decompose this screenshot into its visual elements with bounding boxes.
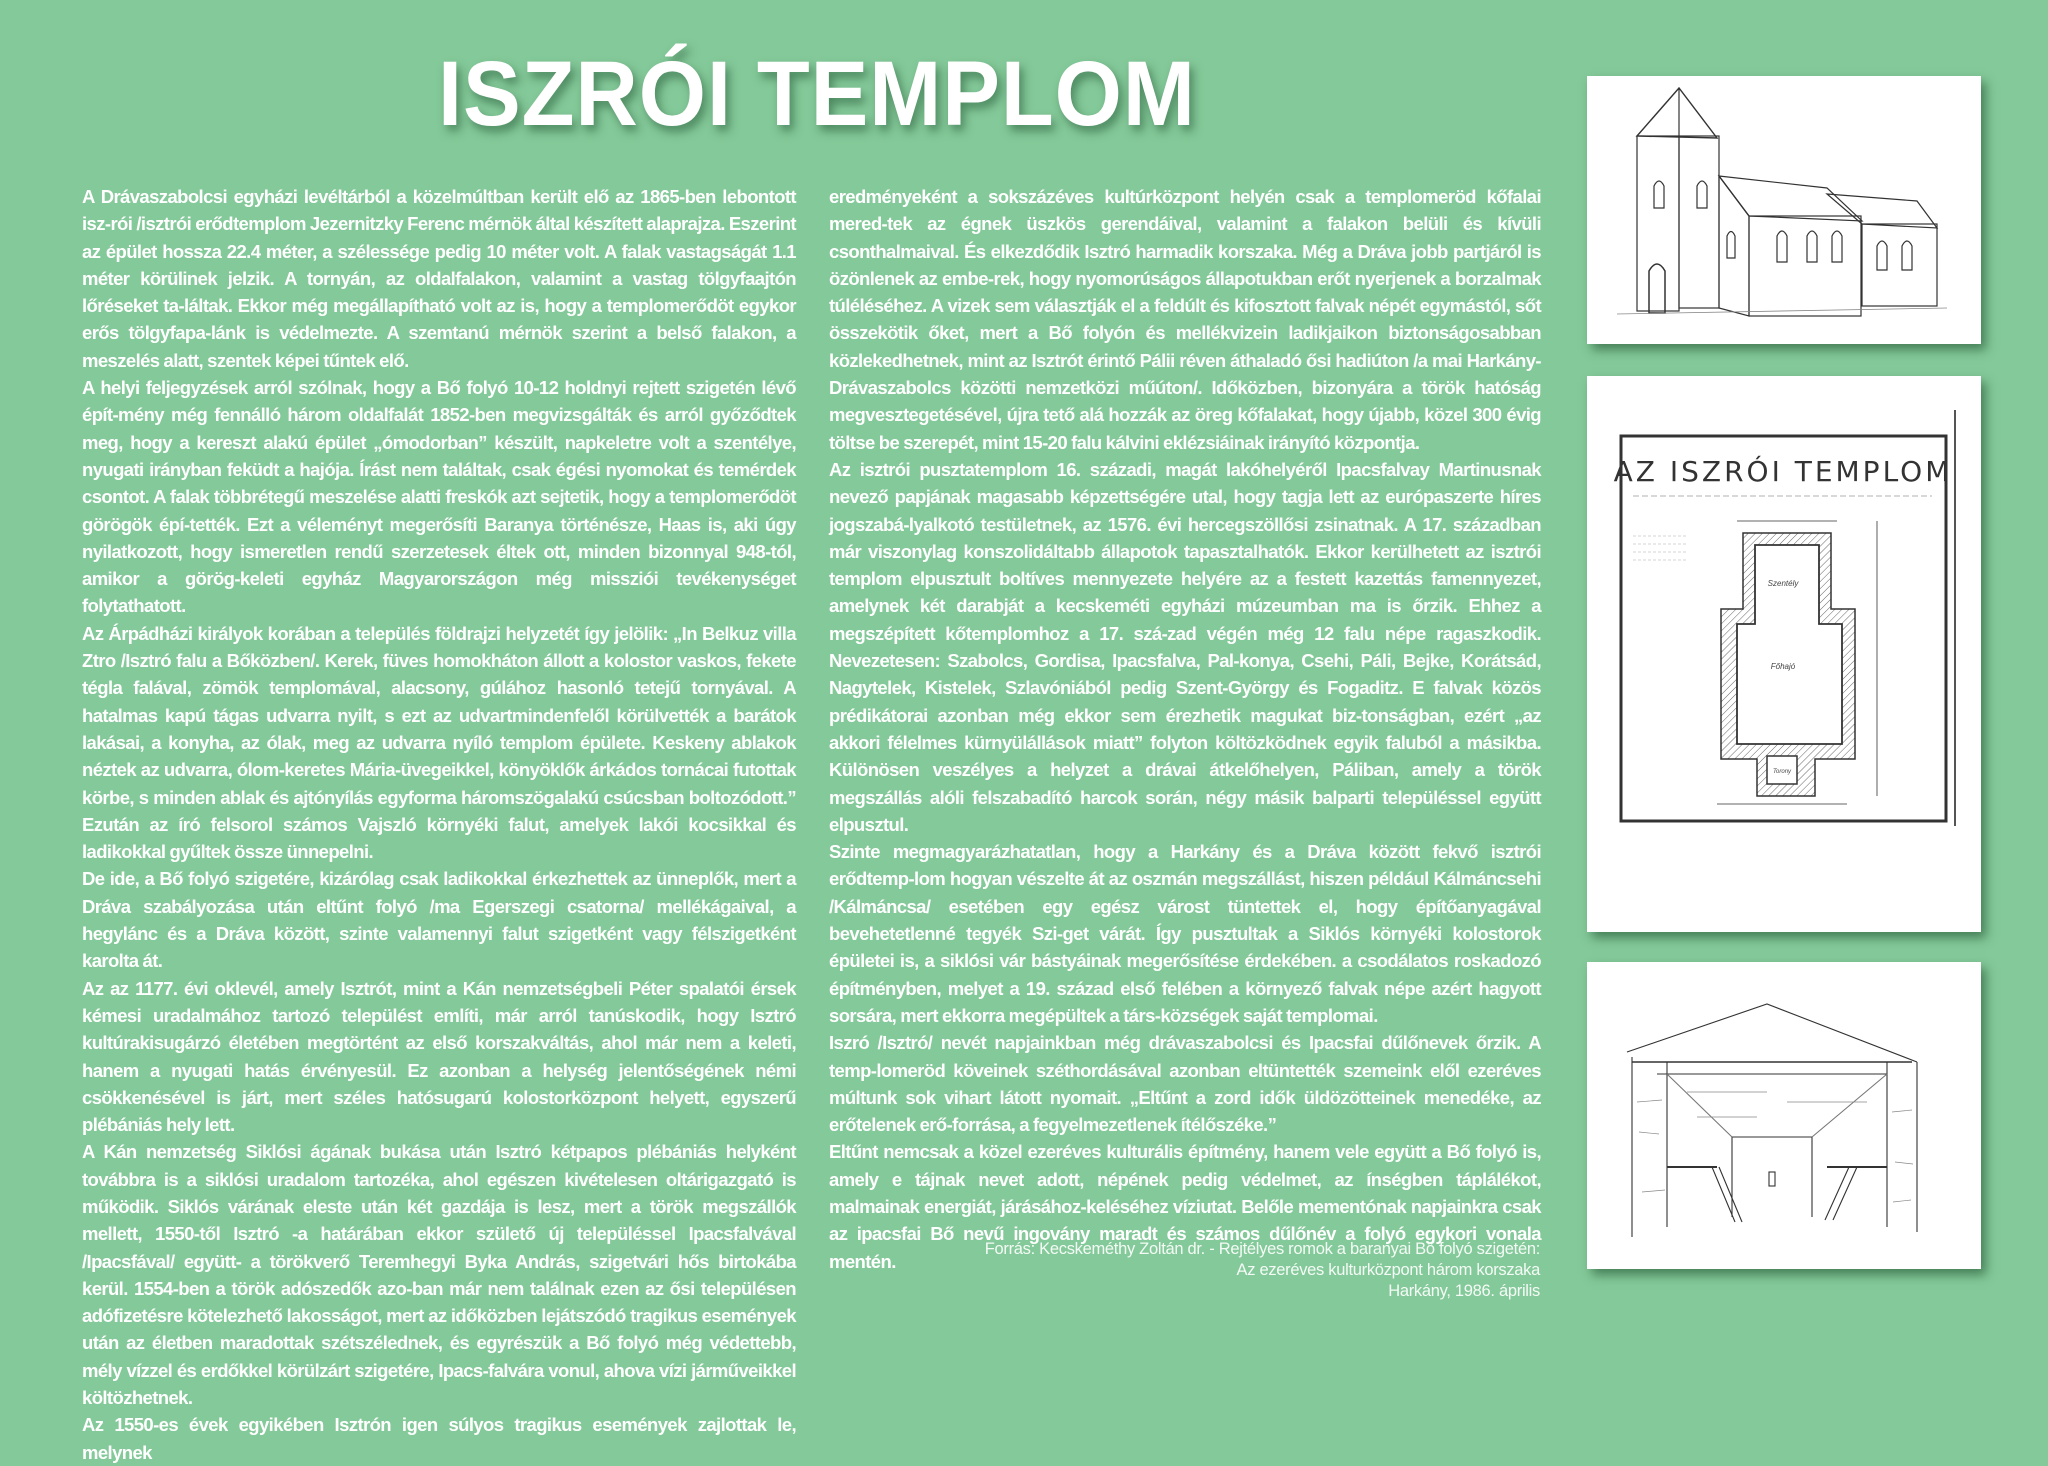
tower-label: Torony bbox=[1772, 769, 1792, 775]
paragraph: Az az 1177. évi oklevél, amely Isztrót, mint a Kán nemzetségbeli Péter spalatói érsek kémesi uradalmához tartozó települést említi, már arról tanúskodik, hogy Isztró kultúrakisugárzó életében megtörtént az első korszakváltás, ahol már nem a keleti, hanem a nyugati hatás érvényesül. Ez azonban a helység jelentőségének némi csökkenésével is járt, mert széles hatósugarú kolostorközpont helyett, egyszerű plébániás hely lett. bbox=[82, 977, 796, 1136]
text-column-right bbox=[829, 183, 1541, 1275]
paragraph: A Kán nemzetség Siklósi ágának bukása után Isztró kétpapos plébániás helyként továbbra is a siklósi uradalom tartozéka, ahol egészen kivételesen oltárigazgató is működik. Siklós várának eleste után két gazdája is lesz, mert a török megszállók mellett, 1550-től Isztró -a határában ekkor születő új településsel Ipacsfalvával /Ipacsfával/ együtt- a törökverő Teremhegyi Byka András, szigetvári hős birtokába kerül. 1554-ben a török adószedők azo-ban már nem találnak ezen az ősi településen adófizetésre kötelezhető lakosságot, mert az időközben lejátszódó tragikus események után az életben maradottak szétszélednek, és egyrészük a Bő folyó még védettebb, mély vízzel és erdőkkel körülzárt szigetére, Ipacs-falvára vonul, ahova vízi járműveikkel költözhetnek. bbox=[82, 1141, 796, 1409]
source-line: Forrás: Kecskeméthy Zoltán dr. - Rejtélyes romok a baranyai Bő folyó szigetén: bbox=[984, 1240, 1540, 1258]
interior-sketch-image bbox=[1587, 962, 1981, 1269]
page-title: ISZRÓI TEMPLOM bbox=[438, 43, 1196, 145]
floor-plan-title: AZ ISZRÓI TEMPLOM bbox=[1613, 455, 1953, 488]
paragraph: eredményeként a sokszázéves kultúrközpont helyén csak a templomeröd kőfalai mered-tek az égnek üszkös gerendáival, valamint a falakon belüli és kívüli csonthalmaival. És elkezdődik Isztró harmadik korszaka. Még a Dráva jobb partjáról is özönlenek az embe-rek, hogy nyomorúságos állapotukban erőt nyerjenek a borzalmak túléléséhez. A vizek sem választják el a feldúlt és kifosztott falvak népét egymástól, sőt összekötik őket, mert a Bő folyón és mellékvizein ladikjaikon biztonságosabban közlekedhetnek, mint az Isztrót érintő Pálii réven áthaladó ősi hadiúton /a mai Harkány-Drávaszabolcs közötti nemzetközi műúton/. Időközben, bizonyára a török hatóság megvesztegetésével, újra tető alá hozzák az öreg kőfalakat, hogy újabb, közel 300 évig töltse be szerepét, mint 15-20 falu kálvini eklézsiáinak irányító központja. bbox=[829, 186, 1541, 453]
floor-plan-image bbox=[1587, 376, 1981, 932]
text-column-left bbox=[82, 183, 796, 1466]
paragraph: Az Árpádházi királyok korában a település földrajzi helyzetét így jelölik: „In Belkuz villa Ztro /Isztró falu a Bőközben/. Kerek, füves homokháton állott a kolostor vaskos, fekete tégla falával, zömök templomával, alacsony, gúlához hasonló tetejű tornyával. A hatalmas kapú tágas udvarra nyilt, s ezt az udvartmindenfelől körülvették a barátok lakásai, a konyha, az ólak, meg az udvarra nyíló templom épülete. Keskeny ablakok néztek az udvarra, ólom-keretes Mária-üvegeikkel, könyöklők árkádos tornácai futottak körbe, s minden ablak és ajtónyílás egyforma háromszögalakú csúcsban boltozódott.” Ezután az író felsorol számos Vajszló környéki falut, amelyek lakói kocsikkal és ladikokkal gyűltek össze ünnepelni. bbox=[82, 622, 796, 863]
paragraph: A Drávaszabolcsi egyházi levéltárból a közelmúltban került elő az 1865-ben lebontott isz-rói /isztrói erődtemplom Jezernitzky Ferenc mérnök által készített alaprajza. Eszerint az épület hossza 22.4 méter, a szélessége pedig 10 méter volt. A falak vastagságát 1.1 méter körülinek jelzik. A tornyán, az oldalfalakon, valamint a vastag tölgyfaajtón lőréseket ta-láltak. Ekkor még megállapítható volt az is, hogy a templomerődöt egykor erős tölgyfapa-lánk is védelmezte. A szemtanú mérnök szerint a belső falakon, a meszelés alatt, szentek képei tűntek elő. bbox=[82, 186, 796, 371]
church-sketch-image bbox=[1587, 76, 1981, 344]
paragraph: Eltűnt nemcsak a közel ezeréves kulturális építmény, hanem vele együtt a Bő folyó is, amely e tájnak nevet adott, népének pedig védelmet, az ínségben táplálékot, malmainak energiát, járásához-keléséhez víziutat. Belőle mementónak napjainkra csak az ipacsfai Bő nevű ingovány maradt és számos dűlőnév a folyó egykori vonala mentén. bbox=[829, 1141, 1541, 1272]
source-line: Az ezeréves kulturközpont három korszaka bbox=[1236, 1261, 1540, 1279]
paragraph: Szinte megmagyarázhatatlan, hogy a Harkány és a Dráva között fekvő isztrói erődtemp-lom hogyan vészelte át az oszmán megszállást, hiszen például Kálmáncsehi /Kálmáncsa/ esetében egy egész várost tüntettek el, hogy építőanyagával bevehetetlenné tegyék Szi-get várát. Így pusztultak a Siklós környéki kolostorok épületei is, a siklósi vár bástyáinak megerősítése érdekében. a csodálatos roskadozó építményben, melyet a 19. század első felében a környező falvak népe azért hagyott sorsára, mert ekkorra megépültek a társ-községek saját templomai. bbox=[829, 841, 1541, 1026]
source-citation bbox=[840, 1239, 1540, 1302]
paragraph: Az isztrói pusztatemplom 16. századi, magát lakóhelyéről Ipacsfalvay Martinusnak nevező papjának magasabb képzettségére utal, hogy tagja lett az európaszerte híres jogszabá-lyalkotó testületnek, az 1576. évi hercegszöllősi zsinatnak. A 17. században már viszonylag konszolidáltabb állapotok tapasztalhatók. Ekkor kerülhetett az isztrói templom elpusztult boltíves mennyezete helyére az a festett kazettás famennyezet, amelynek két darabját a kecskeméti egyházi múzeumban ma is őrzik. Ehhez a megszépített kőtemplomhoz a 17. szá-zad végén még 12 falu népe ragaszkodik. Nevezetesen: Szabolcs, Gordisa, Ipacsfalva, Pal-konya, Csehi, Páli, Bejke, Korátsád, Nagytelek, Kistelek, Szlavóniából pedig Szent-György és Fogaditz. E falvak közös prédikátorai azonban még ekkor sem érezhetik magukat biz-tonságban, ezért „az akkori félelmes kürnyülállások miatt” folyton költözködnek egyik faluból a másikba. Különösen veszélyes a helyzet a drávai átkelőhelyen, Páliban, amely a török megszállás alóli felszabadító harcok során, négy másik balparti településsel együtt elpusztul. bbox=[829, 458, 1541, 835]
paragraph: De ide, a Bő folyó szigetére, kizárólag csak ladikokkal érkezhettek az ünneplők, mert a Dráva szabályozása után eltűnt folyó /ma Egerszegi csatorna/ mellékágaival, a hegylánc és a Dráva között, szinte valamennyi falut szigetként vagy félszigetként karolta át. bbox=[82, 868, 796, 972]
church-sketch-icon bbox=[1587, 76, 1981, 344]
paragraph: A helyi feljegyzések arról szólnak, hogy a Bő folyó 10-12 holdnyi rejtett szigetén lévő épít-mény még fennálló három oldalfalát 1852-ben megvizsgálták és arról győződtek meg, hogy a kereszt alakú épület „ómodorban” készült, napkeletre volt a szentélye, nyugati irányban feküdt a hajója. Írást nem találtak, csak égési nyomokat és temérdek csontot. A falak többrétegű meszelése alatti freskók azt sejtetik, hogy a templomerődöt görögök épí-tették. Ezt a véleményt megerősíti Baranya történésze, Haas is, aki úgy nyilatkozott, hogy ismeretlen rendű szerzetesek éltek ott, minden bizonnyal 948-tól, amikor a görög-keleti egyház Magyarországon még missziói tevékenységet folytathatott. bbox=[82, 377, 796, 617]
floor-plan-icon bbox=[1587, 376, 1981, 932]
nave-label: Főhajó bbox=[1770, 662, 1796, 671]
paragraph: Az 1550-es évek egyikében Isztrón igen súlyos tragikus események zajlottak le, melynek bbox=[82, 1414, 796, 1463]
paragraph: Iszró /Isztró/ nevét napjainkban még drávaszabolcsi és Ipacsfai dűlőnevek őrzik. A temp-lomeröd köveinek széthordásával azonban eltüntették szemeink elől ezeréves múltunk sok vihart látott nyomait. „Eltűnt a zord idők üldözötteinek menedéke, az erőtelenek erő-forrása, a fegyelmezetlenek ítélőszéke.” bbox=[829, 1032, 1541, 1136]
interior-sketch-icon bbox=[1587, 962, 1981, 1269]
sanctuary-label: Szentély bbox=[1767, 579, 1799, 588]
source-line: Harkány, 1986. április bbox=[1388, 1282, 1540, 1300]
